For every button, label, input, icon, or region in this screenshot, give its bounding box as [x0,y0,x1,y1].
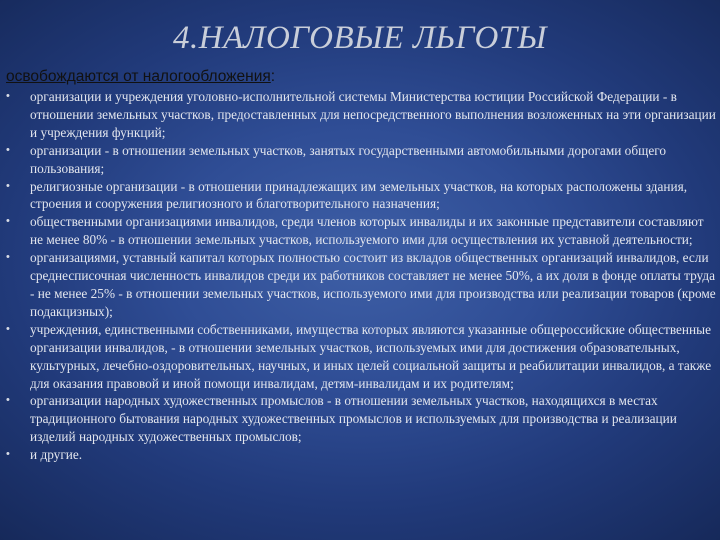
list-item-text: организациями, уставный капитал которых полностью состоит из вкладов общественных организаций инвалидов, если среднесписочная численность инвалидов среди их работников составляет не менее 50%, а их доля в фонде оплаты труда - не менее 25% - в отношении земельных участков, используемого ими для производства или реализации товаров (кроме подакцизных); [30,250,716,319]
subtitle [6,68,275,86]
bullet-icon: • [6,179,10,192]
bullet-icon: • [6,448,10,461]
bullet-icon: • [6,394,10,407]
list-item-text: общественными организациями инвалидов, среди членов которых инвалиды и их законные представители составляют не менее 80% - в отношении земельных участков, используемого ими для осуществления их уставной деятельности; [30,214,704,248]
bullet-icon: • [6,215,10,228]
subtitle-colon: : [270,68,276,85]
list-item-text: организации - в отношении земельных участков, занятых государственными автомобильными дорогами общего пользования; [30,142,666,176]
bullet-icon: • [6,322,10,335]
list-item [6,142,716,178]
list-item [6,392,716,446]
list-item [6,213,716,249]
slide-title: 4.НАЛОГОВЫЕ ЛЬГОТЫ [173,20,547,56]
list-item [6,249,716,321]
list-item-text: организации народных художественных промыслов - в отношении земельных участков, находящихся в местах традиционного бытования народных художественных промыслов и используемых для производства и реализации изделий народных художественных промыслов; [30,393,677,445]
list-item-text: организации и учреждения уголовно-исполнительной системы Министерства юстиции Российской Федерации - в отношении земельных участков, предоставленных для непосредственного выполнения возложенных на эти организации и учреждения функций; [30,89,716,140]
bullet-icon: • [6,90,10,102]
exemption-list [6,88,716,464]
bullet-icon: • [6,143,10,156]
list-item-text: и другие. [30,447,83,463]
list-item-text: учреждения, единственными собственниками, имущества которых являются указанные общероссийские общественные организации инвалидов, - в отношении земельных участков, используемых ими для достижения образовательных, культурных, лечебно-оздоровительных, научных, и иных целей социальной защиты и реабилитации инвалидов, а также для оказания правовой и иной помощи инвалидам, детям-инвалидам и их родителям; [30,321,712,391]
list-item [6,178,716,214]
subtitle-text: освобождаются от налогообложения [6,68,271,85]
list-item [6,446,716,464]
list-item-text: религиозные организации - в отношении принадлежащих им земельных участков, на которых расположены здания, строения и сооружения религиозного и благотворительного назначения; [30,178,688,212]
list-item [6,321,716,393]
bullet-icon: • [6,251,10,264]
list-item [6,88,716,142]
